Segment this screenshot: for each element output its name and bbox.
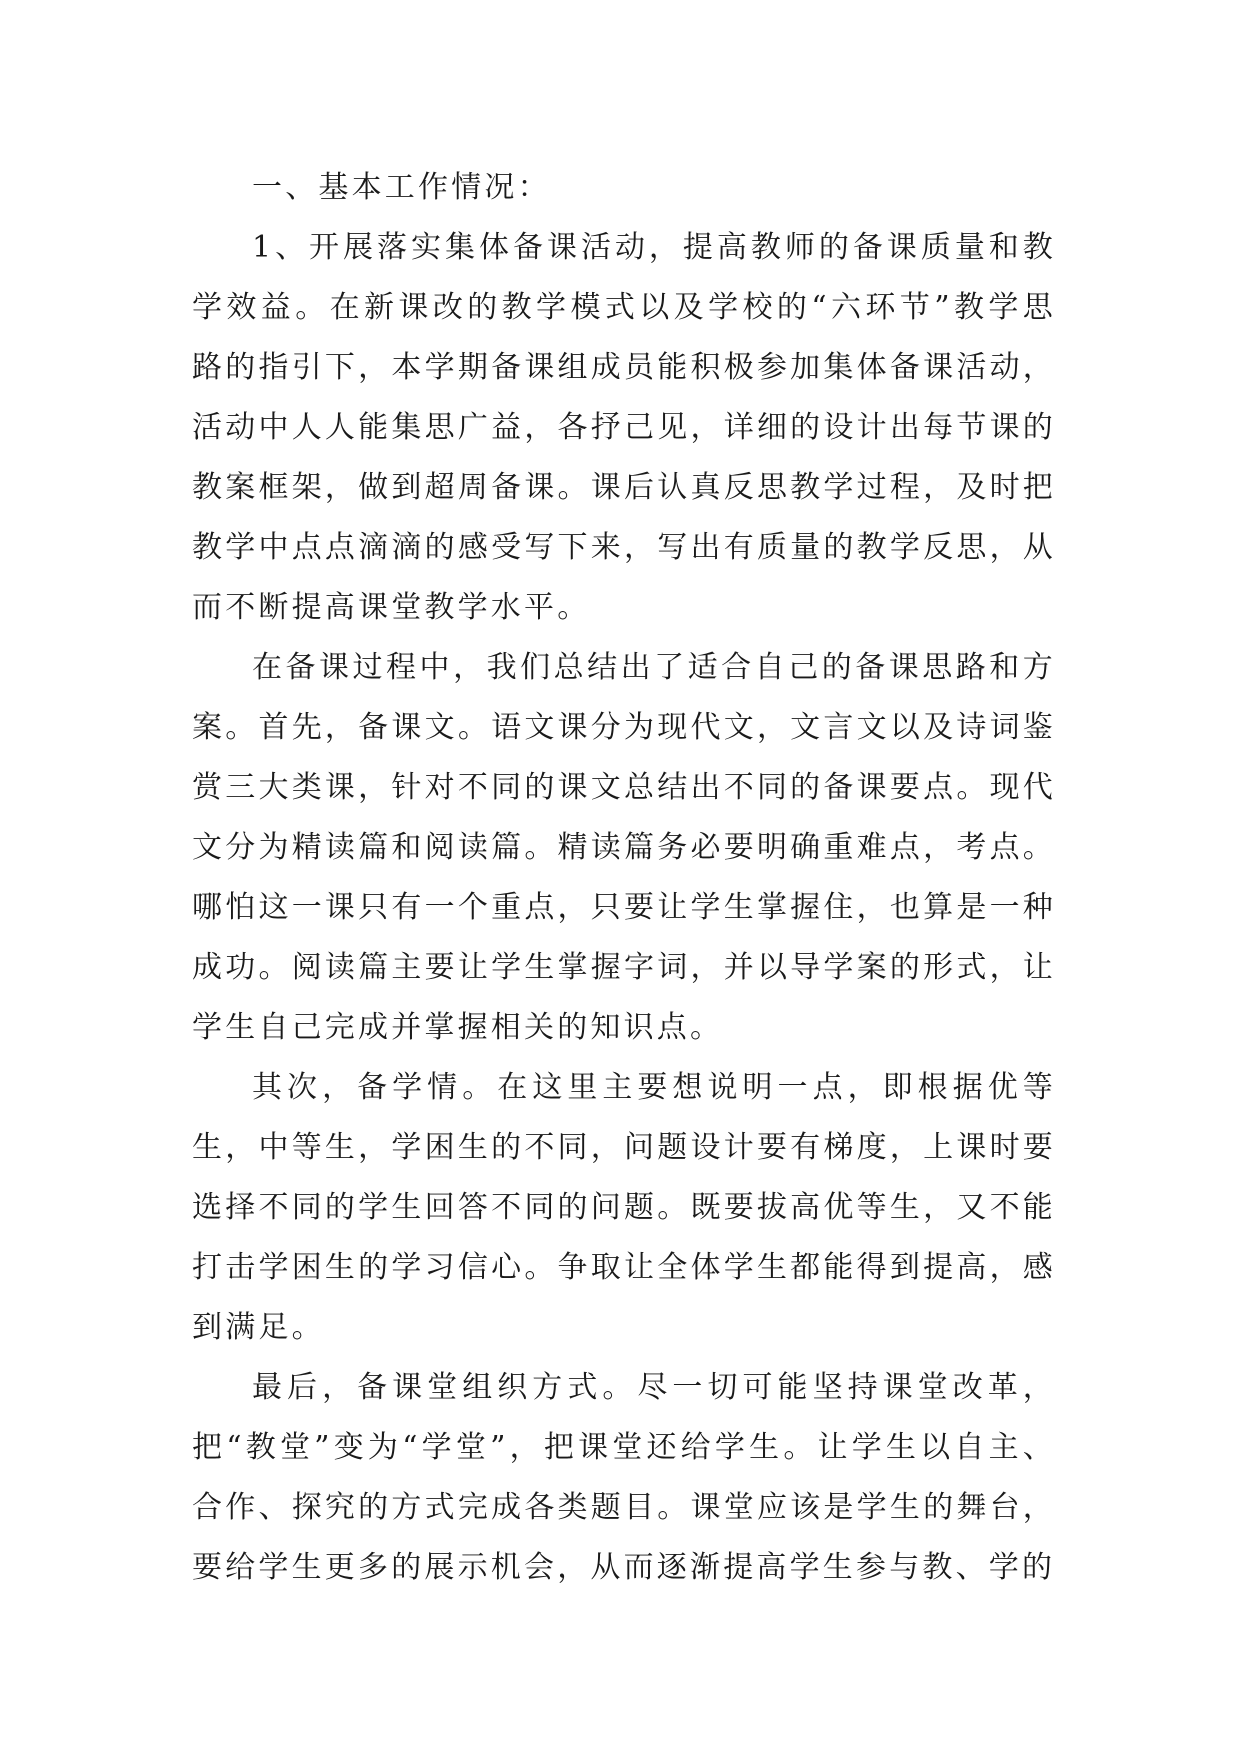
section-heading: 一、基本工作情况：	[252, 170, 551, 205]
paragraph-student-situation: 其次，备学情。在这里主要想说明一点，即根据优等生，中等生，学困生的不同，问题设计要有梯度，上课时要选择不同的学生回答不同的问题。既要拔高优等生，又不能打击学困生的学习信心。争取让全体学生都能得到提高，感到满足。	[192, 1070, 1056, 1345]
paragraph-collective-lesson-prep: 1、开展落实集体备课活动，提高教师的备课质量和教学效益。在新课改的教学模式以及学校的“六环节”教学思路的指引下，本学期备课组成员能积极参加集体备课活动，活动中人人能集思广益，各抒己见，详细的设计出每节课的教案框架，做到超周备课。课后认真反思教学过程，及时把教学中点点滴滴的感受写下来，写出有质量的教学反思，从而不断提高课堂教学水平。	[192, 230, 1056, 625]
paragraph-classroom-organization: 最后，备课堂组织方式。尽一切可能坚持课堂改革，把“教堂”变为“学堂”，把课堂还给学生。让学生以自主、合作、探究的方式完成各类题目。课堂应该是学生的舞台，要给学生更多的展示机会，从而逐渐提高学生参与教、学的	[192, 1370, 1056, 1585]
document-body	[192, 158, 1056, 1598]
paragraph-lesson-prep-process: 在备课过程中，我们总结出了适合自己的备课思路和方案。首先，备课文。语文课分为现代文，文言文以及诗词鉴赏三大类课，针对不同的课文总结出不同的备课要点。现代文分为精读篇和阅读篇。精读篇务必要明确重难点，考点。哪怕这一课只有一个重点，只要让学生掌握住，也算是一种成功。阅读篇主要让学生掌握字词，并以导学案的形式，让学生自己完成并掌握相关的知识点。	[192, 650, 1056, 1045]
